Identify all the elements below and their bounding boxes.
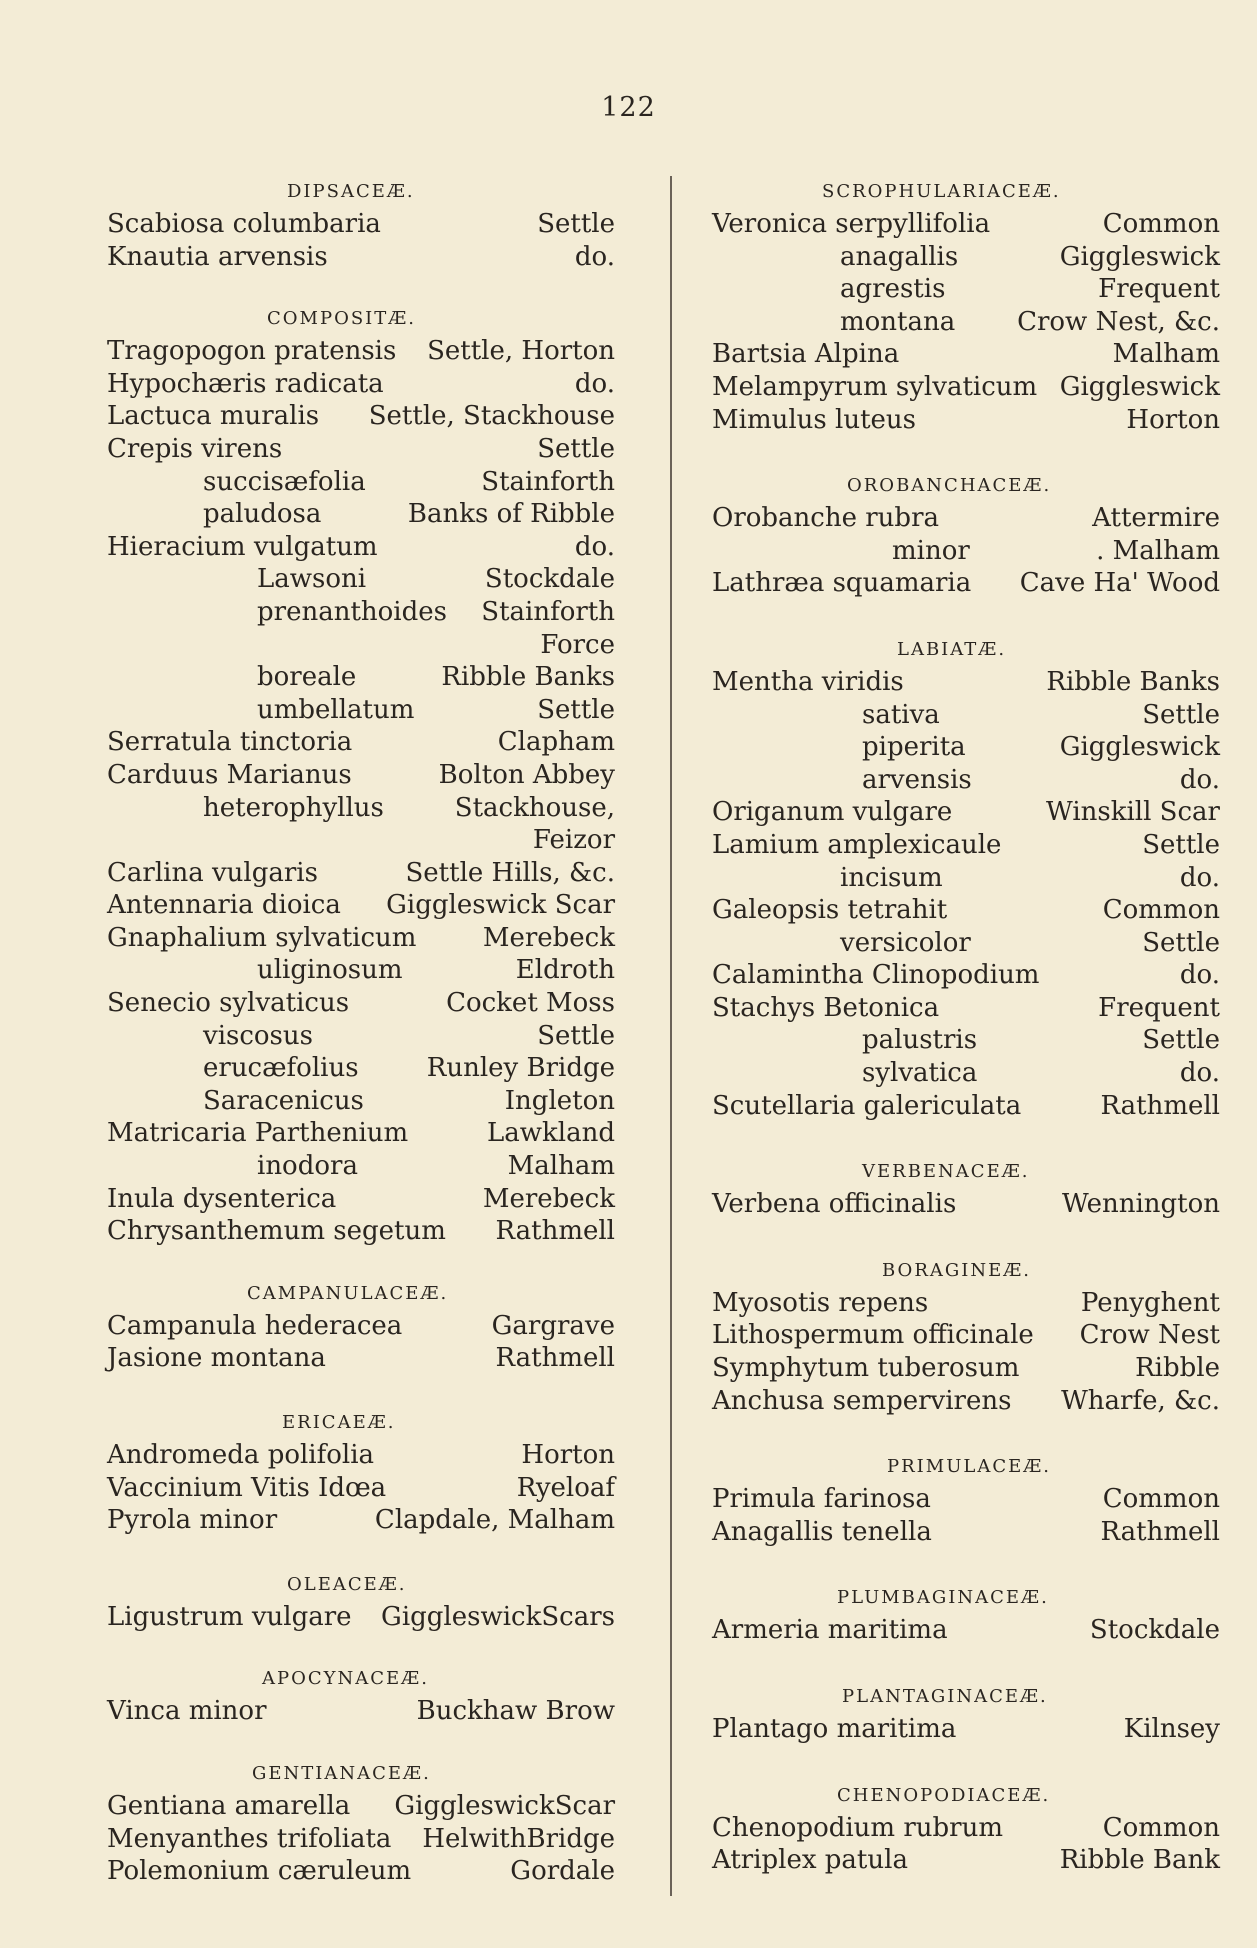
species-location: do. — [1179, 764, 1220, 795]
species-entry — [712, 306, 1220, 339]
species-entry — [712, 796, 1220, 829]
species-entry — [712, 731, 1220, 764]
species-name: paludosa — [203, 499, 322, 530]
species-location: Settle Hills, &c. — [405, 857, 615, 888]
species-entry — [107, 759, 615, 792]
species-name: Lawsoni — [257, 564, 367, 595]
species-location: Ribble Banks — [1046, 666, 1220, 697]
species-location: Runley Bridge — [426, 1053, 615, 1084]
species-location: Horton — [1126, 404, 1220, 435]
species-name: Atriplex patula — [712, 1845, 908, 1876]
species-name: Galeopsis tetrahit — [712, 895, 948, 926]
family-section — [712, 1255, 1220, 1417]
species-name: Lamium amplexicaule — [712, 829, 1002, 860]
species-location: Settle — [1142, 927, 1220, 958]
species-name: Polemonium cæruleum — [107, 1856, 412, 1887]
family-section — [712, 470, 1220, 600]
family-heading: APOCYNACEÆ. — [262, 1668, 429, 1690]
species-entry — [107, 498, 615, 531]
species-location: do. — [1179, 960, 1220, 991]
species-location: do. — [1179, 862, 1220, 893]
family-section — [712, 1156, 1220, 1221]
species-name: Ligustrum vulgare — [107, 1601, 352, 1632]
species-location: Giggleswick — [1059, 371, 1220, 402]
species-entry — [107, 1855, 615, 1888]
species-entry — [712, 241, 1220, 274]
species-location: Giggleswick — [1059, 241, 1220, 272]
species-name: versicolor — [840, 927, 971, 958]
family-heading: COMPOSITÆ. — [267, 308, 417, 330]
species-name: Chenopodium rubrum — [712, 1812, 1003, 1843]
species-entry — [712, 1844, 1220, 1877]
species-entry — [712, 829, 1220, 862]
species-location: Frequent — [1098, 992, 1220, 1023]
species-entry — [107, 889, 615, 922]
species-entry — [107, 400, 615, 433]
species-name: Jasione montana — [107, 1343, 326, 1374]
column-divider — [670, 176, 672, 1896]
species-location: Gordale — [510, 1856, 615, 1887]
species-entry — [712, 1188, 1220, 1221]
species-entry — [107, 1439, 615, 1472]
species-location: Crow Nest — [1079, 1320, 1220, 1351]
species-entry — [107, 466, 615, 499]
species-name: Serratula tinctoria — [107, 727, 353, 758]
species-entry — [712, 1483, 1220, 1516]
species-entry — [107, 596, 615, 629]
species-location: Lawkland — [487, 1118, 615, 1149]
species-name: umbellatum — [257, 694, 415, 725]
species-name: Verbena officinalis — [712, 1189, 957, 1220]
species-name: Lithospermum officinale — [712, 1320, 1034, 1351]
species-name: Plantago maritima — [712, 1714, 957, 1744]
species-name: Antennaria dioica — [107, 890, 341, 921]
species-location: GiggleswickScar — [394, 1790, 615, 1821]
species-entry — [712, 1385, 1220, 1418]
species-name: Bartsia Alpina — [712, 339, 900, 370]
family-heading: PRIMULACEÆ. — [887, 1456, 1051, 1478]
species-location: Rathmell — [495, 1343, 615, 1374]
species-name: Lactuca muralis — [107, 401, 320, 432]
species-entry — [107, 987, 615, 1020]
species-location: GiggleswickScars — [381, 1601, 615, 1632]
species-location: Settle — [537, 209, 615, 239]
species-location: Common — [1102, 1812, 1220, 1843]
species-location: Ribble Banks — [441, 662, 615, 693]
species-location: Stackhouse, — [454, 792, 615, 823]
species-name: palustris — [862, 1025, 978, 1056]
species-name: arvensis — [862, 764, 972, 795]
species-location: Common — [1102, 895, 1220, 926]
species-entry — [712, 1090, 1220, 1123]
species-entry — [107, 1117, 615, 1150]
family-heading: SCROPHULARIACEÆ. — [822, 181, 1061, 202]
species-entry — [712, 1713, 1220, 1746]
species-name: Gentiana amarella — [107, 1790, 351, 1821]
species-name: succisæfolia — [203, 466, 366, 497]
species-location: Common — [1102, 209, 1220, 239]
species-entry — [107, 694, 615, 727]
species-entry — [107, 368, 615, 401]
family-heading: PLANTAGINACEÆ. — [842, 1686, 1048, 1707]
species-entry — [712, 1812, 1220, 1845]
species-entry — [107, 1310, 615, 1343]
species-location: Merebeck — [482, 922, 615, 953]
species-location: Stockdale — [484, 564, 615, 595]
family-section — [107, 176, 615, 273]
species-name: piperita — [862, 732, 966, 763]
species-entry — [712, 1352, 1220, 1385]
species-entry — [107, 1052, 615, 1085]
species-location: Winskill Scar — [1046, 797, 1220, 828]
species-location: Horton — [521, 1440, 615, 1470]
family-section — [107, 1278, 615, 1375]
species-name: Orobanche rubra — [712, 503, 939, 534]
species-entry — [107, 1823, 615, 1856]
species-location: Merebeck — [482, 1183, 615, 1214]
species-location: Cocket Moss — [446, 988, 615, 1019]
family-section — [107, 1758, 615, 1888]
species-entry — [107, 1183, 615, 1216]
species-name: Crepis virens — [107, 433, 283, 464]
species-location: Settle — [537, 694, 615, 725]
species-entry — [712, 273, 1220, 306]
family-heading: BORAGINEÆ. — [882, 1259, 1031, 1281]
species-entry — [107, 922, 615, 955]
species-entry — [107, 1342, 615, 1375]
species-location: Giggleswick — [1059, 732, 1220, 763]
species-name: Hypochæris radicata — [107, 368, 384, 399]
species-name: Lathræa squamaria — [712, 568, 972, 599]
species-entry — [712, 1057, 1220, 1090]
species-name: Knautia arvensis — [107, 241, 328, 272]
species-location: do. — [574, 241, 615, 272]
species-entry — [107, 1150, 615, 1183]
species-name: Campanula hederacea — [107, 1310, 403, 1341]
species-location: HelwithBridge — [422, 1823, 615, 1854]
species-name: Chrysanthemum segetum — [107, 1216, 446, 1247]
species-entry — [712, 862, 1220, 895]
species-name: Mentha viridis — [712, 666, 904, 697]
species-name: Stachys Betonica — [712, 992, 940, 1023]
species-entry — [107, 208, 615, 241]
species-entry — [712, 1024, 1220, 1057]
species-name: montana — [840, 306, 956, 337]
species-entry — [107, 1020, 615, 1053]
species-entry — [107, 661, 615, 694]
species-name: Scutellaria galericulata — [712, 1090, 1022, 1121]
species-name: Inula dysenterica — [107, 1183, 337, 1214]
right-column — [712, 176, 1220, 1877]
family-heading: GENTIANACEÆ. — [252, 1762, 431, 1784]
species-location: Wharfe, &c. — [1061, 1385, 1220, 1416]
family-section — [712, 634, 1220, 1122]
species-entry — [107, 1790, 615, 1823]
species-name: Primula farinosa — [712, 1484, 931, 1515]
species-location: do. — [1179, 1058, 1220, 1089]
family-section — [107, 303, 615, 1248]
family-section — [107, 1663, 615, 1728]
species-entry — [107, 792, 615, 825]
species-entry — [712, 567, 1220, 600]
species-entry — [107, 241, 615, 274]
species-location: Force — [540, 629, 615, 660]
species-name: Gnaphalium sylvaticum — [107, 922, 417, 953]
species-name: Melampyrum sylvaticum — [712, 371, 1038, 402]
species-name: minor — [892, 535, 970, 566]
species-location: Settle, Horton — [427, 336, 615, 367]
species-name: Pyrola minor — [107, 1505, 278, 1536]
species-location: Attermire — [1092, 503, 1220, 534]
species-location: Common — [1102, 1484, 1220, 1515]
species-name: sylvatica — [862, 1058, 978, 1089]
family-heading: CHENOPODIACEÆ. — [837, 1784, 1051, 1806]
species-name: heterophyllus — [203, 792, 384, 823]
species-entry — [712, 338, 1220, 371]
species-entry — [712, 992, 1220, 1025]
species-name: Saracenicus — [203, 1085, 364, 1116]
species-entry — [712, 1614, 1220, 1647]
species-name: Hieracium vulgatum — [107, 531, 378, 562]
species-entry — [107, 1215, 615, 1248]
family-section — [107, 1407, 615, 1537]
species-location: Clapdale, Malham — [374, 1505, 615, 1536]
species-location: Stainforth — [481, 466, 615, 497]
species-name: sativa — [862, 699, 940, 730]
species-entry — [712, 535, 1220, 568]
species-location: Malham — [1112, 339, 1220, 370]
species-entry — [712, 699, 1220, 732]
species-location: Ribble — [1135, 1353, 1220, 1384]
species-entry — [712, 371, 1220, 404]
species-name: erucæfolius — [203, 1053, 359, 1084]
species-name: Senecio sylvaticus — [107, 988, 350, 1019]
species-location: Stainforth — [481, 596, 615, 627]
species-entry — [107, 433, 615, 466]
species-entry — [107, 726, 615, 759]
species-entry — [107, 954, 615, 987]
species-entry — [712, 502, 1220, 535]
species-name: Carduus Marianus — [107, 759, 352, 790]
species-name: Veronica serpyllifolia — [712, 209, 991, 239]
species-location: Eldroth — [515, 955, 615, 986]
family-heading: DIPSACEÆ. — [287, 181, 415, 202]
species-location: Rathmell — [1100, 1090, 1220, 1121]
species-entry — [107, 531, 615, 564]
species-entry — [712, 1287, 1220, 1320]
species-name: Armeria maritima — [712, 1615, 948, 1646]
family-heading: CAMPANULACEÆ. — [247, 1282, 449, 1304]
species-location: do. — [574, 531, 615, 562]
species-name: Tragopogon pratensis — [107, 336, 397, 367]
species-name: Matricaria Parthenium — [107, 1118, 409, 1149]
species-name: Origanum vulgare — [712, 797, 953, 828]
species-location: do. — [574, 368, 615, 399]
species-location: Crow Nest, &c. — [1017, 306, 1220, 337]
species-name: agrestis — [840, 274, 946, 305]
species-entry — [107, 1504, 615, 1537]
species-entry — [712, 404, 1220, 437]
page-number: 122 — [601, 92, 656, 123]
species-name: incisum — [840, 862, 943, 893]
family-section — [712, 1681, 1220, 1746]
species-entry — [712, 959, 1220, 992]
species-name: Andromeda polifolia — [107, 1440, 375, 1470]
species-entry — [107, 629, 615, 662]
left-column — [107, 176, 615, 1888]
species-location: Frequent — [1098, 274, 1220, 305]
species-name: Menyanthes trifoliata — [107, 1823, 392, 1854]
species-entry — [712, 1319, 1220, 1352]
species-location: Settle — [1142, 1025, 1220, 1056]
species-location: Settle — [1142, 699, 1220, 730]
species-name: Vinca minor — [107, 1696, 267, 1727]
species-entry — [107, 824, 615, 857]
species-location: Stockdale — [1089, 1615, 1220, 1646]
species-entry — [107, 1472, 615, 1505]
species-location: Ryeloaf — [516, 1472, 615, 1503]
species-location: Wennington — [1061, 1189, 1220, 1220]
family-heading: ERICAEÆ. — [282, 1412, 396, 1433]
species-name: inodora — [257, 1151, 358, 1182]
species-location: Cave Ha' Wood — [1019, 568, 1220, 599]
species-name: uliginosum — [257, 955, 403, 986]
species-location: . Malham — [1096, 535, 1220, 566]
species-location: Settle, Stackhouse — [368, 401, 615, 432]
species-location: Feizor — [532, 825, 615, 856]
family-heading: VERBENACEÆ. — [862, 1161, 1030, 1183]
species-location: Rathmell — [1100, 1516, 1220, 1547]
family-section — [712, 1582, 1220, 1647]
species-location: Rathmell — [495, 1216, 615, 1247]
species-location: Kilnsey — [1123, 1714, 1220, 1744]
species-location: Settle — [537, 1020, 615, 1051]
species-location: Settle — [1142, 829, 1220, 860]
species-location: Buckhaw Brow — [416, 1696, 615, 1727]
species-name: Mimulus luteus — [712, 404, 916, 435]
species-location: Settle — [537, 433, 615, 464]
species-location: Ribble Bank — [1059, 1845, 1220, 1876]
family-section — [107, 1569, 615, 1634]
species-name: Vaccinium Vitis Idœa — [107, 1472, 387, 1503]
species-location: Giggleswick Scar — [386, 890, 615, 921]
species-name: prenanthoides — [257, 596, 447, 627]
species-entry — [107, 1085, 615, 1118]
species-entry — [712, 927, 1220, 960]
species-location: Bolton Abbey — [438, 759, 615, 790]
species-name: anagallis — [840, 241, 959, 272]
species-entry — [712, 764, 1220, 797]
family-heading: OLEACEÆ. — [287, 1573, 407, 1595]
family-section — [712, 176, 1220, 436]
species-name: viscosus — [203, 1020, 313, 1051]
species-entry — [712, 666, 1220, 699]
species-location: Ingleton — [504, 1085, 615, 1116]
species-name: boreale — [257, 662, 357, 693]
species-name: Myosotis repens — [712, 1287, 929, 1318]
species-entry — [107, 335, 615, 368]
family-section — [712, 1451, 1220, 1548]
species-entry — [107, 857, 615, 890]
species-name: Symphytum tuberosum — [712, 1353, 1020, 1384]
species-location: Penyghent — [1080, 1287, 1220, 1318]
species-entry — [712, 1516, 1220, 1549]
species-location: Clapham — [497, 727, 615, 758]
species-entry — [712, 208, 1220, 241]
species-name: Anagallis tenella — [712, 1516, 932, 1547]
family-heading: LABIATÆ. — [897, 638, 1007, 660]
species-location: Gargrave — [491, 1310, 615, 1341]
species-name: Scabiosa columbaria — [107, 209, 381, 239]
species-entry — [107, 1601, 615, 1634]
species-name: Anchusa sempervirens — [712, 1385, 1012, 1416]
family-heading: PLUMBAGINACEÆ. — [837, 1587, 1049, 1609]
species-location: Malham — [507, 1151, 615, 1182]
species-entry — [712, 894, 1220, 927]
species-entry — [107, 563, 615, 596]
species-location: Banks of Ribble — [407, 499, 615, 530]
species-name: Calamintha Clinopodium — [712, 960, 1040, 991]
family-section — [712, 1780, 1220, 1877]
species-name: Carlina vulgaris — [107, 857, 318, 888]
species-entry — [107, 1695, 615, 1728]
family-heading: OROBANCHACEÆ. — [847, 475, 1052, 497]
